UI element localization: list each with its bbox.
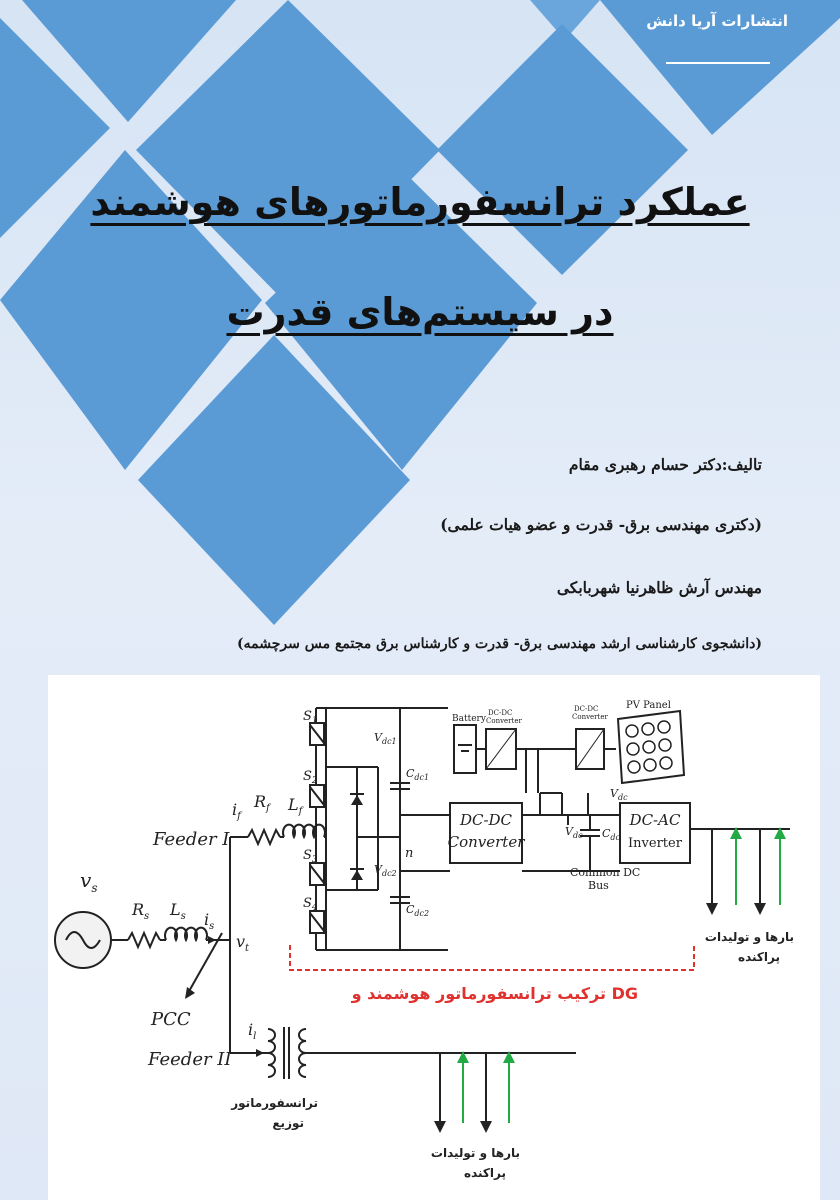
battery-icon xyxy=(454,725,476,773)
s2-label: $S_2$ xyxy=(303,769,318,786)
switch-s3-icon xyxy=(310,863,324,885)
author-1-credentials: (دکتری مهندسی برق- قدرت و عضو هیات علمی) xyxy=(440,515,762,534)
dcdc-small-2-title: DC-DC xyxy=(574,705,599,713)
dcdc-title: DC-DC xyxy=(459,811,513,829)
cdc-label: $C_{dc}$ xyxy=(602,827,621,842)
author-2-credentials: (دانشجوی کارشناسی ارشد مهندسی برق- قدرت و کارشناس برق مجتمع مس سرچشمه) xyxy=(237,636,762,652)
rs-label: $R_s$ xyxy=(132,900,150,922)
book-title-line-2: در سیستم‌های قدرت xyxy=(226,290,614,334)
publisher-underline xyxy=(666,62,770,64)
s4-label: $S_4$ xyxy=(303,896,318,913)
resistor-rf-icon xyxy=(248,830,280,844)
book-title-line-1: عملکرد ترانسفورماتورهای هوشمند xyxy=(90,180,750,224)
common-dc-bus-label-2: Bus xyxy=(588,879,609,892)
rf-label: $R_f$ xyxy=(254,792,270,814)
transformer-label-2: توزیع xyxy=(272,1116,304,1130)
dcdc-subtitle: Converter xyxy=(447,833,525,851)
current-arrow-icon xyxy=(208,936,216,944)
battery-label: Battery xyxy=(452,714,486,724)
vdc2-label: $V_{dc2}$ xyxy=(374,863,397,878)
s1-label: $S_1$ xyxy=(303,709,318,726)
pv-panel-label: PV Panel xyxy=(626,700,671,711)
dcdc-small-1-title: DC-DC xyxy=(488,709,513,717)
combo-dashed-outline xyxy=(290,945,694,970)
switch-s4-icon xyxy=(310,911,324,933)
dcdc-small-1-subtitle: Converter xyxy=(486,717,522,725)
diamond-shape xyxy=(437,24,688,275)
s3-label: $S_3$ xyxy=(303,848,318,865)
author-2-name: مهندس آرش ظاهرنیا شهربابکی xyxy=(556,578,762,597)
inductor-ls-icon xyxy=(165,928,207,940)
vt-label: $v_t$ xyxy=(236,932,250,954)
source-voltage-label: $v_s$ xyxy=(80,868,98,895)
il-label: $i_l$ xyxy=(248,1020,257,1042)
dcac-title: DC-AC xyxy=(629,811,681,829)
publisher-name: انتشارات آریا دانش xyxy=(646,12,788,30)
vdc-bus-label: $V_{dc}$ xyxy=(565,825,583,840)
diode-upper-icon xyxy=(350,767,364,820)
load-arrow-icon xyxy=(706,903,718,915)
diode-lower-icon xyxy=(350,850,364,890)
feeder-2-label: Feeder II xyxy=(148,1049,232,1070)
feeder-1-label: Feeder I xyxy=(153,829,230,850)
switch-s1-icon xyxy=(310,723,324,745)
pcc-pointer xyxy=(188,933,222,993)
switch-s2-icon xyxy=(310,785,324,807)
common-dc-bus-label: Common DC xyxy=(570,866,641,879)
resistor-rs-icon xyxy=(128,933,160,947)
distribution-transformer-icon xyxy=(268,1027,306,1079)
vdc-label: $V_{dc}$ xyxy=(610,787,628,802)
bottom-loads-label: بارها و تولیدات xyxy=(430,1146,520,1160)
inductor-lf-icon xyxy=(283,825,325,837)
pv-panel-icon xyxy=(618,711,684,783)
vdc1-label: $V_{dc1}$ xyxy=(374,731,397,746)
is-label: $i_s$ xyxy=(204,910,215,932)
author-1-name: تالیف:دکتر حسام رهبری مقام xyxy=(568,455,762,474)
bottom-loads-label-2: پراکنده xyxy=(464,1166,506,1180)
right-loads-label: بارها و تولیدات xyxy=(704,930,794,944)
load-arrow-icon xyxy=(434,1121,446,1133)
right-loads-label-2: پراکنده xyxy=(738,950,780,964)
dcdc-small-2-subtitle: Converter xyxy=(572,713,608,721)
transformer-label: ترانسفورماتور xyxy=(231,1096,318,1110)
cdc1-label: $C_{dc1}$ xyxy=(406,767,430,782)
smart-transformer-circuit-diagram xyxy=(48,675,820,1200)
circuit-diagram-panel xyxy=(48,675,820,1200)
current-arrow-icon xyxy=(256,1049,264,1057)
load-arrow-icon xyxy=(480,1121,492,1133)
combo-label: ترکیب ترانسفورماتور هوشمند و DG xyxy=(351,984,638,1003)
load-arrow-icon xyxy=(754,903,766,915)
ls-label: $L_s$ xyxy=(170,900,186,922)
lf-label: $L_f$ xyxy=(288,795,303,817)
pcc-label: PCC xyxy=(151,1009,191,1030)
if-label: $i_f$ xyxy=(232,800,241,822)
node-n-label: n xyxy=(405,846,414,861)
dcac-subtitle: Inverter xyxy=(628,836,682,851)
cdc2-label: $C_{dc2}$ xyxy=(406,903,430,918)
